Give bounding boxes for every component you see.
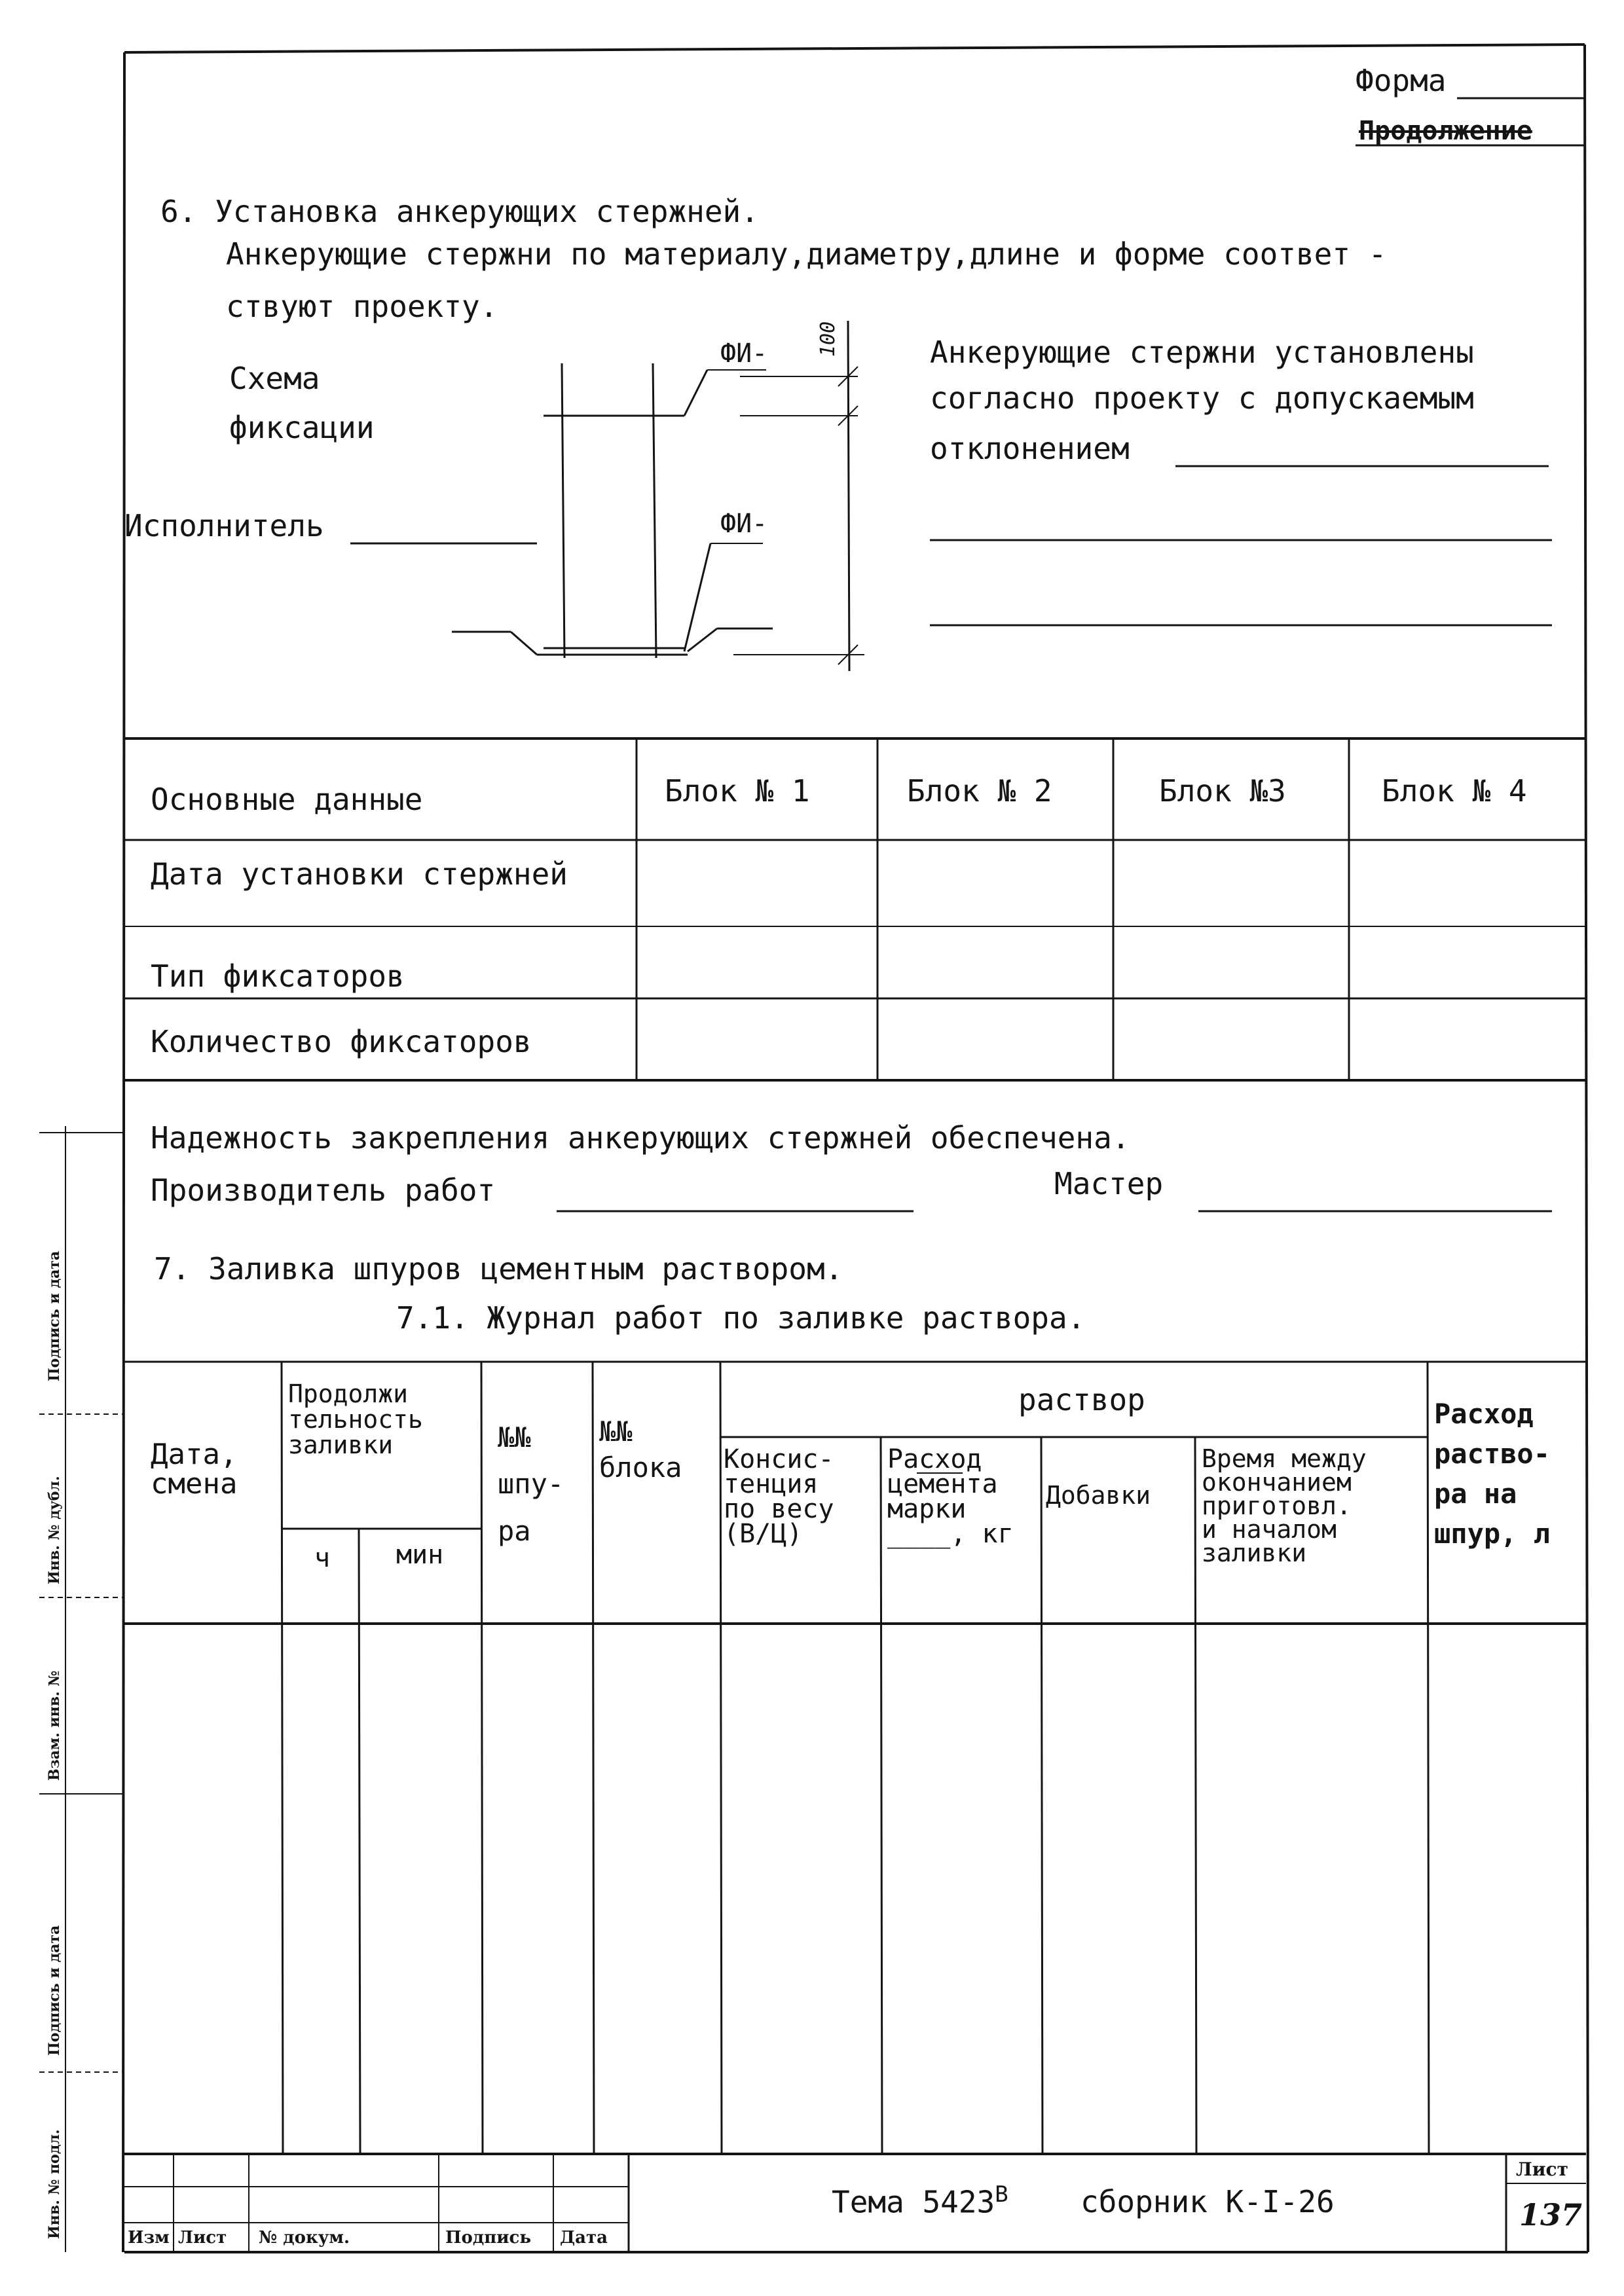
producer-label: Производитель работ <box>151 1173 496 1208</box>
blocks-header-block2: Блок № 2 <box>907 773 1052 809</box>
stamp-col-list: Лист <box>178 2228 227 2248</box>
executor-label: Исполнитель <box>124 508 324 543</box>
stamp-col-sign: Подпись <box>445 2228 532 2248</box>
stamp-sheet-number: 137 <box>1519 2197 1583 2232</box>
journal-col-consistency: Консис- тенция по весу (В/Ц) <box>724 1444 834 1549</box>
stamp-col-izm: Изм <box>128 2228 170 2248</box>
dimension-value: 100 <box>817 321 840 357</box>
section7-title: 7. Заливка шпуров цементным раствором. <box>154 1251 843 1286</box>
blocks-header-block3: Блок №3 <box>1159 773 1286 809</box>
stamp-collection: сборник К-I-26 <box>1080 2184 1335 2219</box>
stamp-sheet-label: Лист <box>1516 2159 1568 2180</box>
side-sign-date-1: Подпись и дата <box>46 1250 63 1381</box>
master-label: Мастер <box>1054 1166 1164 1201</box>
installed-text-line2: согласно проекту с допускаемым <box>930 380 1474 416</box>
journal-col-time: Время между окончанием приготовл. и началом заливки <box>1202 1444 1367 1568</box>
stamp-col-date: Дата <box>560 2228 608 2248</box>
fixator-label-mid: ФИ- <box>720 509 768 539</box>
form-label: Форма <box>1356 63 1447 98</box>
side-inv-dubl: Инв. № дубл. <box>46 1476 63 1584</box>
journal-col-consumption: Расход раство- ра на шпур, л <box>1434 1398 1551 1550</box>
journal-group-solution: раствор <box>1018 1382 1145 1417</box>
blocks-header-main: Основные данные <box>151 782 423 817</box>
blocks-row-label: Количество фиксаторов <box>151 1024 532 1059</box>
journal-col-minutes: мин <box>396 1540 444 1570</box>
section6-text-line2: ствуют проекту. <box>226 289 498 324</box>
section6-title: 6. Установка анкерующих стержней. <box>160 194 759 229</box>
section6-text-line1: Анкерующие стержни по материалу,диаметру,длине и форме соответ - <box>226 236 1387 272</box>
blocks-row-label: Дата установки стержней <box>151 856 568 892</box>
journal-col-cement: Расход цемента марки ____, кг <box>887 1444 1014 1549</box>
blocks-header-block4: Блок № 4 <box>1382 773 1527 809</box>
side-sign-date-2: Подпись и дата <box>46 1925 63 2056</box>
section7-subtitle: 7.1. Журнал работ по заливке раствора. <box>396 1300 1086 1336</box>
journal-col-additives: Добавки <box>1046 1481 1151 1510</box>
journal-col-duration: Продолжи тельность заливки <box>288 1379 423 1459</box>
blocks-header-block1: Блок № 1 <box>665 773 810 809</box>
stamp-col-doc: № докум. <box>259 2228 350 2248</box>
blocks-row-label: Тип фиксаторов <box>151 958 405 994</box>
scheme-label-line1: Схема <box>229 361 320 396</box>
fixator-label-top: ФИ- <box>720 338 768 369</box>
side-inv-podl: Инв. № подл. <box>46 2129 63 2239</box>
journal-col-date: Дата, смена <box>151 1438 238 1501</box>
installed-text-line3: отклонением <box>930 431 1130 466</box>
side-vzam-inv: Взам. инв. № <box>46 1670 63 1781</box>
reliability-text: Надежность закрепления анкерующих стержней обеспечена. <box>151 1120 1130 1156</box>
scheme-label-line2: фиксации <box>229 410 375 445</box>
stamp-theme: Тема $5423^В$ <box>832 2181 1008 2220</box>
journal-col-hole: №№ шпу- ра <box>498 1421 564 1547</box>
continuation-label: Продолжение <box>1359 116 1532 146</box>
journal-col-hours: ч <box>314 1543 331 1573</box>
installed-text-line1: Анкерующие стержни установлены <box>930 335 1474 370</box>
journal-col-block: №№ блока <box>599 1415 682 1484</box>
